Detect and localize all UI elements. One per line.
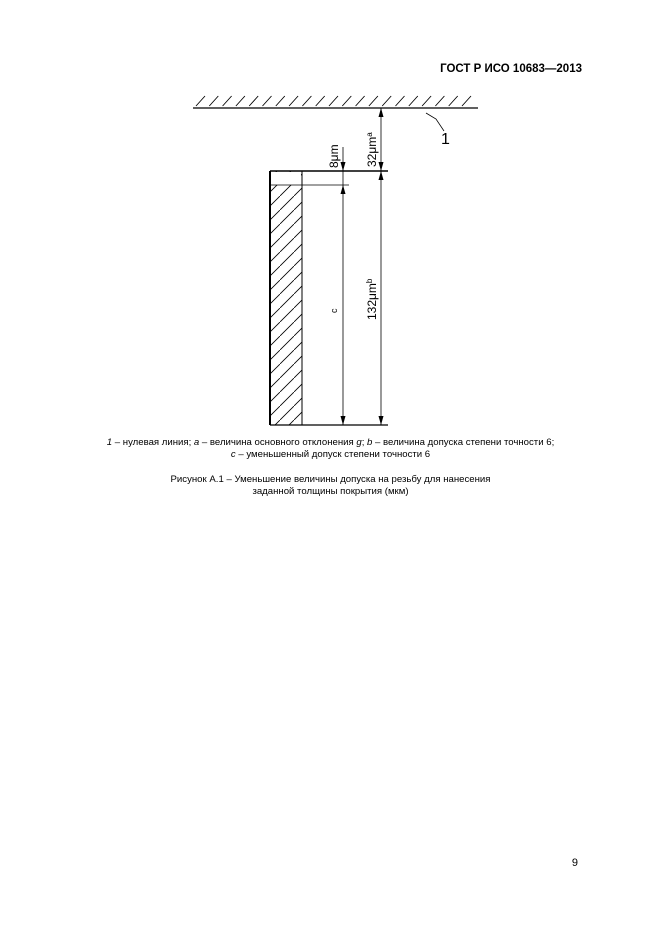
hatch-stroke — [329, 96, 338, 106]
dimension-c — [329, 190, 346, 425]
zero-line-hatching — [196, 96, 471, 106]
hatch-stroke — [396, 96, 405, 106]
legend-segment: a — [193, 437, 200, 448]
hatch-stroke — [249, 96, 258, 106]
legend-segment: – нулевая линия; — [112, 437, 194, 448]
hatch-stroke — [356, 96, 365, 106]
figure-legend — [0, 437, 661, 461]
legend-segment: – величина допуска степени точности 6; — [372, 437, 555, 448]
dimension-132-b — [365, 171, 384, 425]
coating-band — [270, 172, 301, 185]
hatch-stroke — [435, 96, 444, 106]
hatch-stroke — [369, 96, 378, 106]
legend-segment: b — [367, 437, 373, 448]
tolerance-diagram — [0, 0, 661, 440]
callout-number: 1 — [441, 131, 450, 148]
hatch-stroke — [382, 96, 391, 106]
hatch-stroke — [289, 96, 298, 106]
hatch-stroke — [449, 96, 458, 106]
caption-line-1: Рисунок А.1 – Уменьшение величины допуска на резьбу для нанесения — [170, 474, 491, 485]
legend-line-1 — [0, 437, 661, 449]
hatch-stroke — [316, 96, 325, 106]
legend-segment: ; — [361, 437, 368, 448]
hatch-stroke — [263, 96, 272, 106]
hatch-stroke — [209, 96, 218, 106]
dimension-8-coating — [327, 144, 346, 194]
hatch-stroke — [236, 96, 245, 106]
legend-segment: – уменьшенный допуск степени точности 6 — [235, 449, 431, 460]
legend-segment: c — [230, 449, 236, 460]
dim-32-label: $32\mu m^a$ — [365, 132, 379, 167]
legend-line-2 — [0, 449, 661, 461]
figure-caption — [0, 474, 661, 498]
hatch-stroke — [276, 96, 285, 106]
hatch-stroke — [409, 96, 418, 106]
dim-c-label: c — [329, 308, 339, 313]
page-number: 9 — [571, 857, 578, 869]
hatch-stroke — [196, 96, 205, 106]
hatch-stroke — [302, 96, 311, 106]
dimension-32-a — [365, 108, 384, 171]
dim-132-label: $132\mu m^b$ — [365, 278, 379, 320]
legend-segment: 1 — [106, 437, 113, 448]
callout-1 — [426, 113, 450, 148]
caption-line-2: заданной толщины покрытия (мкм) — [252, 486, 409, 497]
dim-8-label: 8μm — [327, 144, 341, 168]
hatch-stroke — [223, 96, 232, 106]
legend-segment: – величина основного отклонения — [199, 437, 357, 448]
hatch-stroke — [462, 96, 471, 106]
hatch-stroke — [342, 96, 351, 106]
legend-segment: g — [356, 437, 362, 448]
document-header: ГОСТ Р ИСО 10683—2013 — [440, 63, 582, 75]
hatch-stroke — [422, 96, 431, 106]
zero-line — [193, 96, 478, 108]
